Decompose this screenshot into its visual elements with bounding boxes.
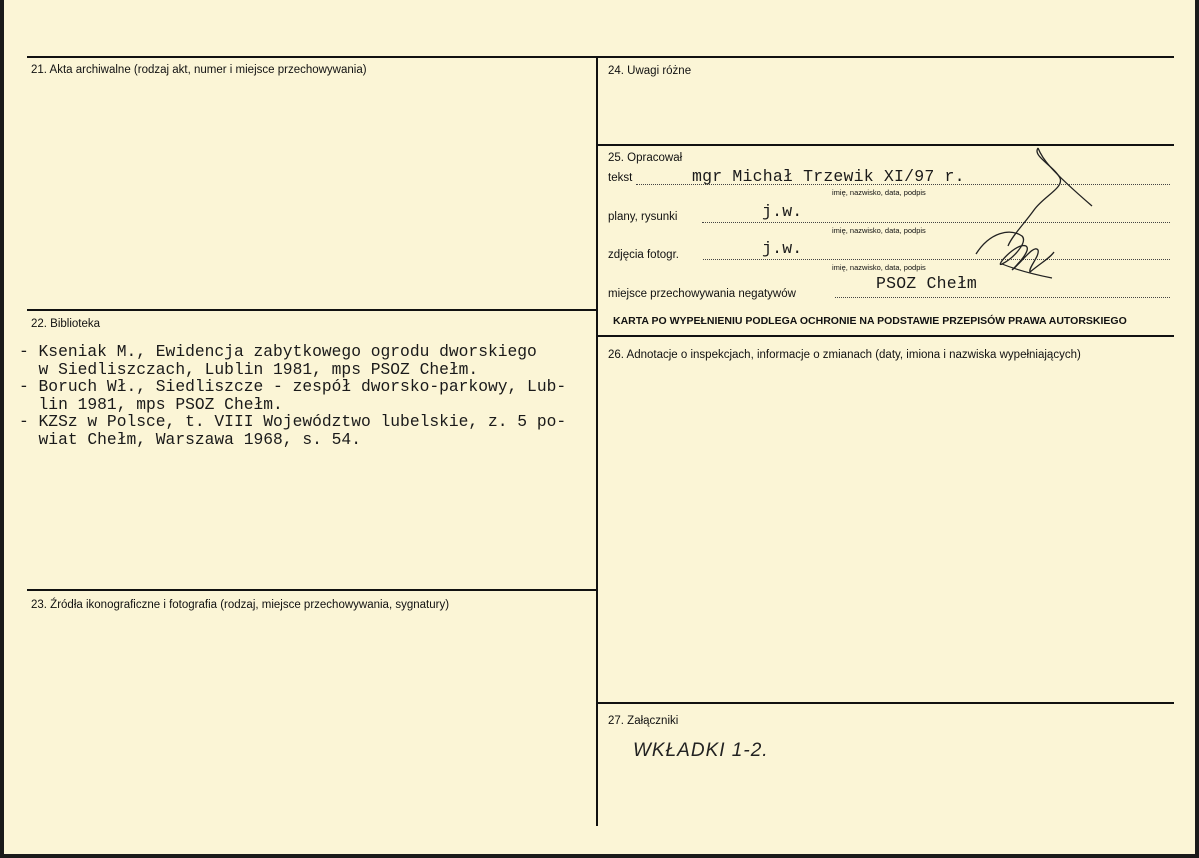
photos-value: j.w. bbox=[762, 239, 803, 258]
text-label: tekst bbox=[608, 172, 633, 184]
section-24-label: 24. Uwagi różne bbox=[608, 65, 692, 77]
copyright-notice: KARTA PO WYPEŁNIENIU PODLEGA OCHRONIE NA PODSTAWIE PRZEPISÓW PRAWA AUTORSKIEGO bbox=[613, 315, 1127, 327]
bibliography-entry-1: - Kseniak M., Ewidencja zabytkowego ogrodu dworskiego w Siedliszczach, Lublin 1981, mps PSOZ Chełm. bbox=[19, 342, 537, 379]
negatives-label: miejsce przechowywania negatywów bbox=[608, 288, 796, 300]
photos-dotted-line bbox=[703, 259, 1170, 260]
section-25-label: 25. Opracował bbox=[608, 152, 683, 164]
photos-sublabel: imię, nazwisko, data, podpis bbox=[832, 263, 926, 272]
card-right-edge bbox=[1195, 0, 1199, 858]
plans-sublabel: imię, nazwisko, data, podpis bbox=[832, 226, 926, 235]
rule-24-top bbox=[598, 56, 1174, 58]
section-26-label: 26. Adnotacje o inspekcjach, informacje o zmianach (daty, imiona i nazwiska wypełniających) bbox=[608, 349, 1081, 361]
plans-dotted-line bbox=[702, 222, 1170, 223]
bibliography-entry-2: - Boruch Wł., Siedliszcze - zespół dworsko-parkowy, Lub- lin 1981, mps PSOZ Chełm. bbox=[19, 377, 567, 414]
attachments-handwritten: WKŁADKI 1-2. bbox=[633, 740, 769, 761]
section-23-label: 23. Źródła ikonograficzne i fotografia (rodzaj, miejsce przechowywania, sygnatury) bbox=[31, 599, 450, 611]
plans-value: j.w. bbox=[762, 202, 803, 221]
photos-label: zdjęcia fotogr. bbox=[608, 249, 679, 261]
text-value: mgr Michał Trzewik XI/97 r. bbox=[692, 167, 965, 186]
bibliography-entry-3: - KZSz w Polsce, t. VIII Województwo lubelskie, z. 5 po- wiat Chełm, Warszawa 1968, s. 54. bbox=[19, 412, 567, 449]
rule-23-top bbox=[27, 589, 598, 591]
negatives-value: PSOZ Chełm bbox=[876, 274, 978, 293]
plans-label: plany, rysunki bbox=[608, 211, 678, 223]
rule-21-top bbox=[27, 56, 598, 58]
section-22-label: 22. Biblioteka bbox=[31, 318, 101, 330]
card-bottom-edge bbox=[0, 854, 1199, 858]
section-21-label: 21. Akta archiwalne (rodzaj akt, numer i miejsce przechowywania) bbox=[31, 64, 367, 76]
signature-icon bbox=[972, 146, 1097, 280]
negatives-dotted-line bbox=[835, 297, 1170, 298]
rule-25-bottom bbox=[598, 335, 1174, 337]
section-27-label: 27. Załączniki bbox=[608, 715, 679, 727]
text-sublabel: imię, nazwisko, data, podpis bbox=[832, 188, 926, 197]
column-divider bbox=[596, 56, 598, 826]
rule-22-top bbox=[27, 309, 598, 311]
card-left-edge bbox=[0, 0, 4, 858]
rule-27-top bbox=[598, 702, 1174, 704]
